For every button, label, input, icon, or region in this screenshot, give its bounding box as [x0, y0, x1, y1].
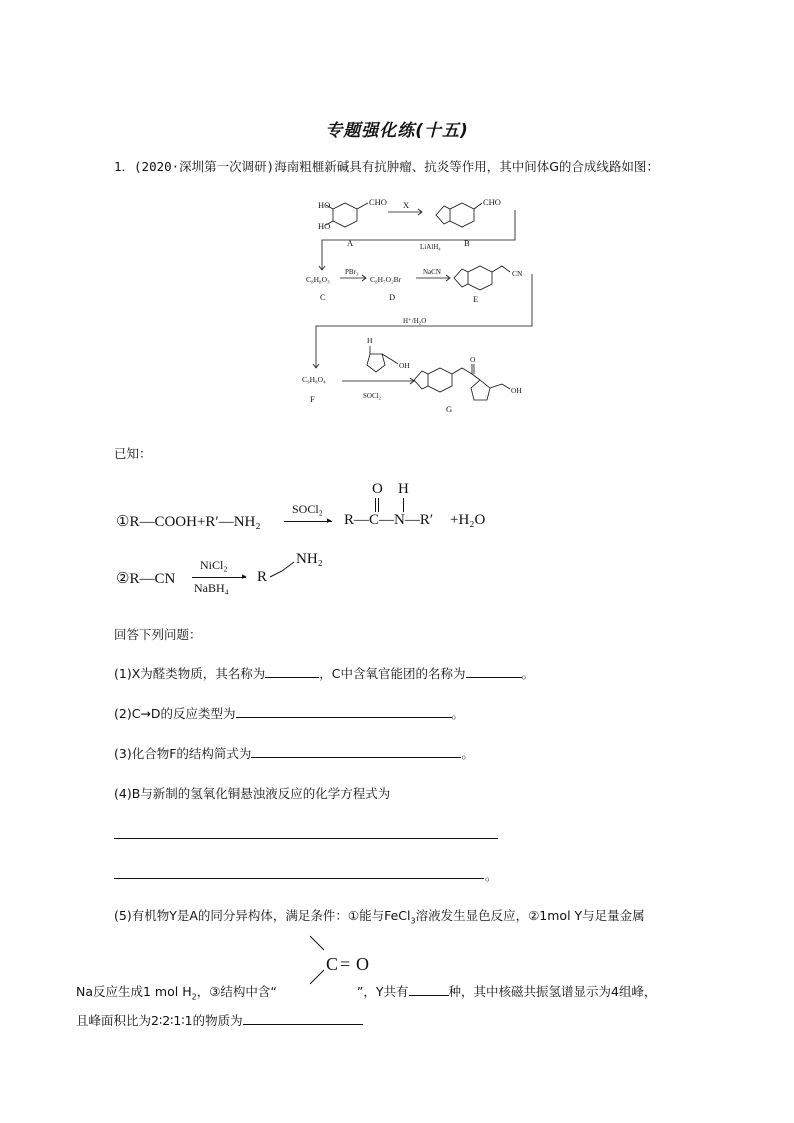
- oh-label-g: OH: [511, 386, 522, 395]
- pyrrolidine-ring-g: [471, 380, 490, 400]
- sub-question-5-text-c: Na反应生成1 mol H: [76, 984, 192, 999]
- sub-question-4-end: 。: [485, 868, 498, 883]
- reaction-2-product-nh2: NH₂: [296, 551, 323, 567]
- reaction-1-product: R—C—N—R′: [344, 512, 434, 528]
- compound-d-label: D: [389, 292, 396, 302]
- ho-label-1: HO: [318, 200, 331, 210]
- question-source: (2020·深圳第一次调研): [134, 159, 275, 174]
- sub-question-5-text-b: 溶液发生显色反应，②1mol Y与足量金属: [415, 908, 645, 923]
- page-title: 专题强化练(十五): [325, 121, 469, 141]
- benzene-ring-g: [428, 368, 452, 392]
- reagent-pbr3: PBr₃: [345, 268, 359, 276]
- reaction-1-carbonyl-o: O: [372, 481, 383, 497]
- carbonyl-double-bond: =: [340, 954, 351, 974]
- formula-d: C₈H₇O₂Br: [370, 275, 402, 284]
- sub-question-3-text: (3)化合物F的结构简式为: [114, 746, 252, 761]
- reaction-1-byproduct: +H₂O: [450, 512, 486, 528]
- sub-question-2: [114, 704, 464, 722]
- ho-label-2: HO: [318, 221, 331, 231]
- reaction-1-arrowhead: ▸: [327, 515, 332, 525]
- reaction-2-reagent-top: NiCl₂: [200, 558, 228, 572]
- sub-question-5-line-1: [114, 906, 645, 926]
- sub-question-2-end: 。: [451, 706, 465, 721]
- sub-question-5-text-f: 种，其中核磁共振氢谱显示为4组峰，: [448, 984, 657, 999]
- reaction-1-arrow: [284, 521, 332, 522]
- reaction-2-reactant: R—CN: [129, 571, 176, 587]
- reaction-2-arrowhead: ▸: [242, 571, 247, 581]
- answer-intro: 回答下列问题：: [114, 627, 202, 642]
- sub-question-5-line-2: [76, 982, 656, 1002]
- answer-blank-2[interactable]: [236, 704, 452, 718]
- nh-h-label: H: [367, 336, 373, 345]
- benzene-ring-b: [450, 203, 474, 227]
- sub-question-1-text-a: (1)X为醛类物质，其名称为: [114, 666, 266, 681]
- reagent-x: X: [403, 200, 410, 210]
- formula-f: C₉H₈O₄: [302, 375, 326, 384]
- reagent-h-h2o: H⁺/H₂O: [403, 317, 427, 325]
- question-text: 海南粗榧新碱具有抗肿瘤、抗炎等作用，其中间体G的合成线路如图：: [274, 159, 659, 174]
- carbonyl-o: O: [356, 954, 369, 974]
- sub-question-1-end: 。: [521, 666, 535, 681]
- reaction-2-product-r: R: [257, 569, 268, 585]
- reaction-1-reagent: SOCl₂: [292, 502, 323, 516]
- compound-a-label: A: [347, 238, 354, 248]
- h2-subscript: 2: [191, 992, 197, 1002]
- compound-c-label: C: [320, 292, 326, 302]
- carbonyl-c: C: [326, 954, 339, 974]
- formula-c: C₈H₈O₃: [306, 275, 330, 284]
- answer-blank-5b[interactable]: [243, 1011, 363, 1025]
- sub-question-5-line-3: [76, 1011, 363, 1029]
- carbonyl-fragment: [300, 930, 390, 990]
- reaction-1-left: [116, 512, 261, 531]
- sub-question-2-text: (2)C→D的反应类型为: [114, 706, 236, 721]
- reaction-1-reactants: R—COOH+R′—NH₂: [129, 514, 261, 530]
- answer-blank-5a[interactable]: [409, 982, 449, 996]
- sub-question-5-text-a: (5)有机物Y是A的同分异构体，满足条件：①能与FeCl: [114, 908, 411, 923]
- sub-question-5-text-g: 且峰面积比为2∶2∶1∶1的物质为: [76, 1013, 243, 1028]
- answer-blank-1b[interactable]: [466, 664, 522, 678]
- reagent-lialh4: LiAlH₄: [420, 243, 441, 251]
- compound-b-label: B: [464, 238, 470, 248]
- pyrrolidine-reagent: [367, 354, 385, 372]
- sub-question-1-text-b: ，C中含氧官能团的名称为: [319, 666, 466, 681]
- reaction-2-reagent-bottom: NaBH₄: [194, 581, 229, 595]
- compound-g-label: G: [446, 404, 453, 414]
- sub-question-3-end: 。: [461, 746, 474, 761]
- reaction-2-marker: ②: [116, 571, 130, 587]
- reagent-nacn: NaCN: [423, 268, 441, 276]
- answer-line-4b[interactable]: [114, 878, 484, 879]
- answer-line-4a[interactable]: [114, 838, 498, 839]
- sub-question-5-text-d: ，③结构中含“: [196, 984, 277, 999]
- reaction-2-left: [116, 569, 175, 588]
- answer-blank-1a[interactable]: [265, 664, 319, 678]
- reaction-2-zigzag-bond: [268, 558, 298, 582]
- cho-label-b: CHO: [483, 197, 501, 207]
- double-bond-line-2: [378, 498, 380, 512]
- answer-blank-3[interactable]: [251, 744, 461, 758]
- synthesis-scheme: [290, 188, 550, 418]
- cho-label-a: CHO: [369, 197, 387, 207]
- cn-label: CN: [512, 269, 523, 278]
- sub-question-4: (4)B与新制的氢氧化铜悬浊液反应的化学方程式为: [114, 786, 391, 801]
- sub-question-5-text-e: ”，Y共有: [356, 984, 409, 999]
- sub-question-3: [114, 744, 474, 762]
- carbonyl-o-label: O: [470, 355, 476, 364]
- fecl3-subscript: 3: [410, 916, 416, 926]
- known-label: 已知：: [114, 446, 152, 461]
- benzene-ring-e: [468, 266, 492, 290]
- oh-label-reagent: OH: [399, 361, 410, 370]
- reaction-1-marker: ①: [116, 514, 130, 530]
- benzene-ring-a: [333, 203, 357, 227]
- sub-question-1: [114, 664, 534, 682]
- reagent-socl2: SOCl₂: [363, 392, 382, 400]
- reaction-2-arrow: [192, 577, 246, 578]
- nh-bond-line: [403, 498, 405, 512]
- reaction-1-nh-h: H: [398, 481, 409, 497]
- question-number: 1．: [114, 159, 135, 174]
- compound-e-label: E: [473, 294, 479, 304]
- compound-f-label: F: [310, 394, 315, 404]
- question-1-intro: [114, 157, 659, 175]
- double-bond-line-1: [375, 498, 377, 512]
